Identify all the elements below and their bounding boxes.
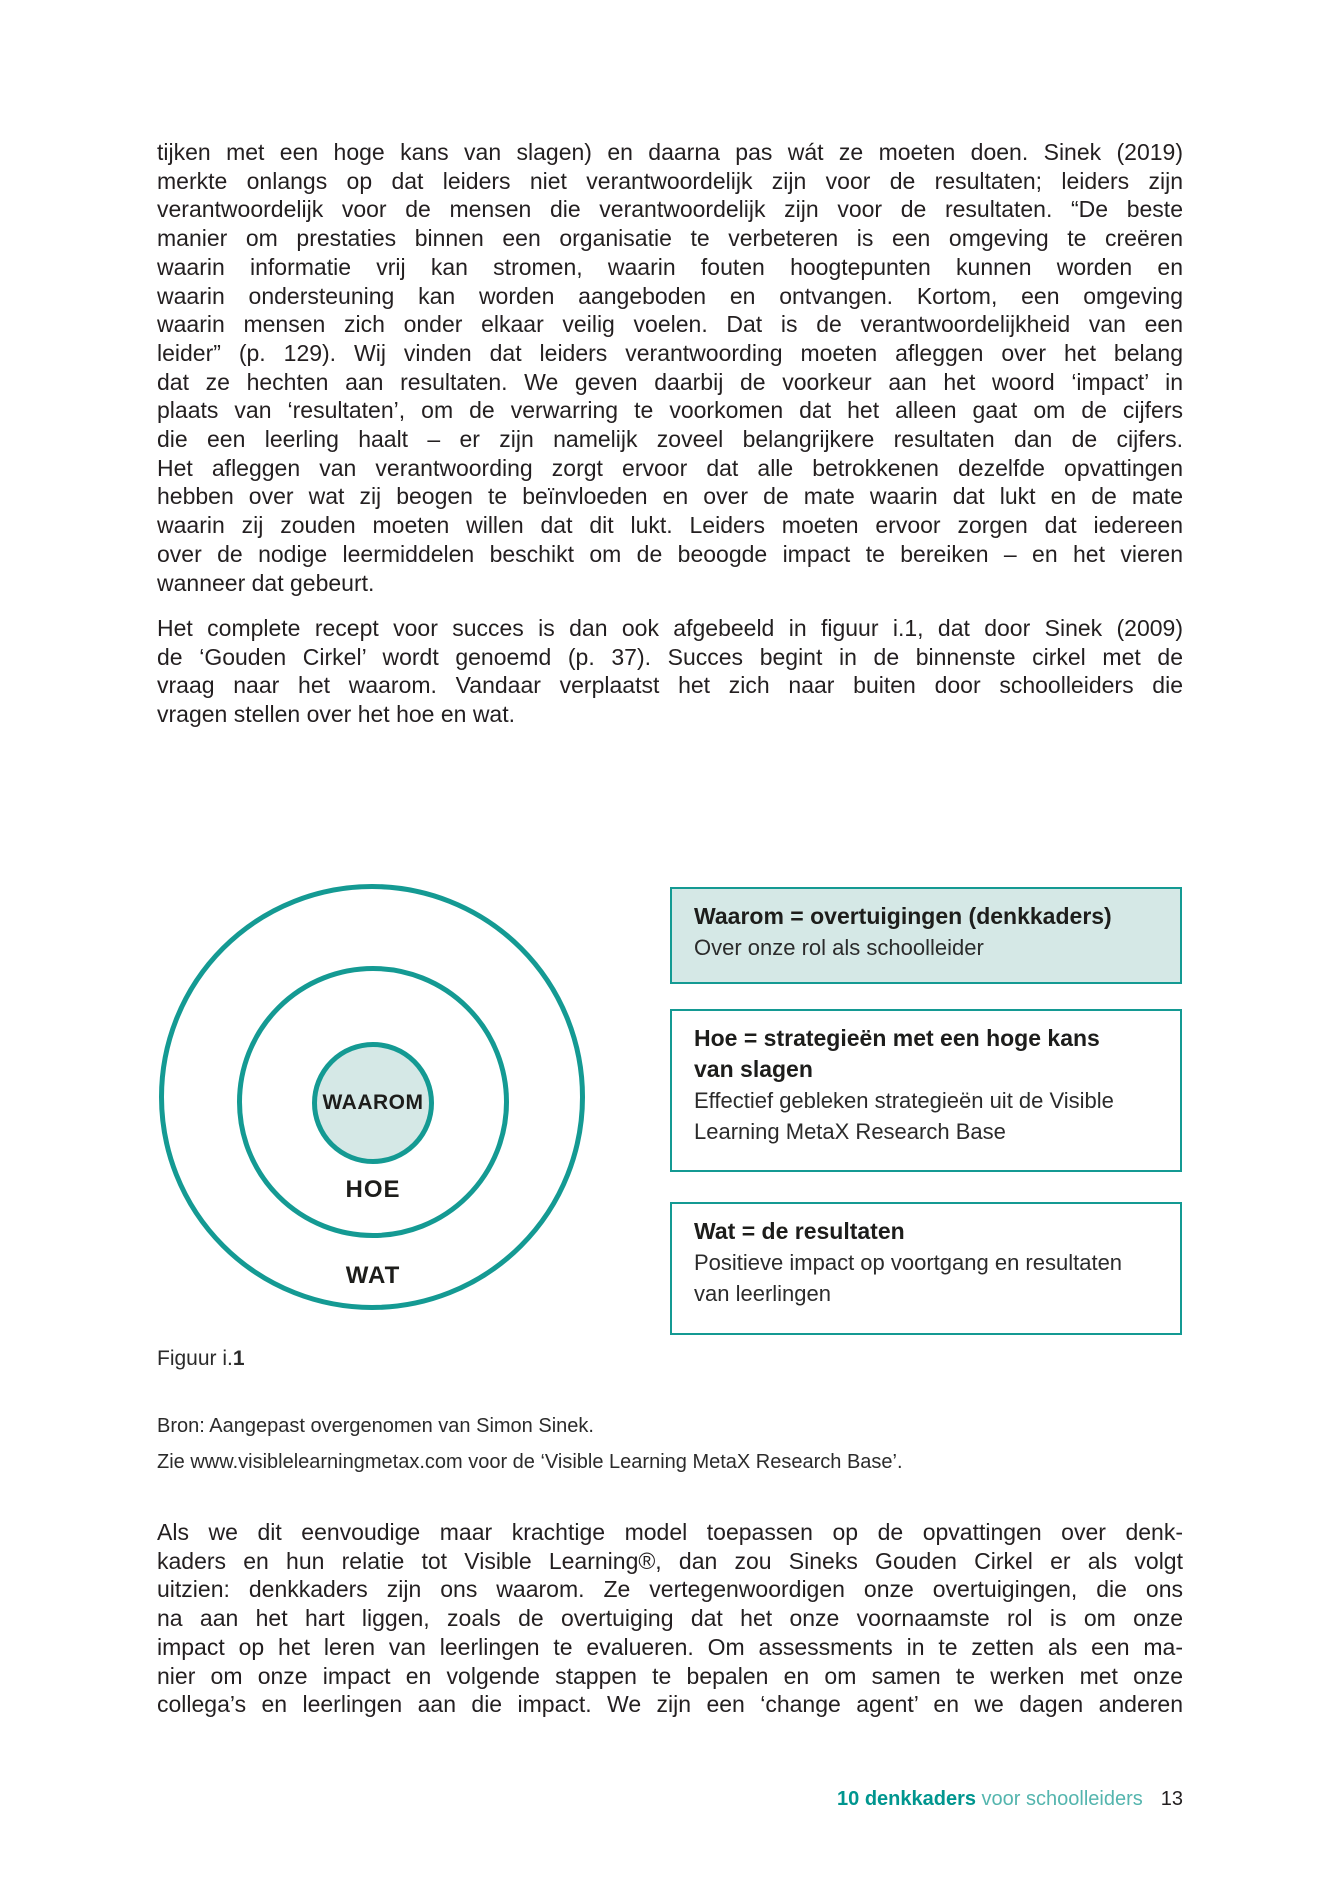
legend-box-hoe-title: Hoe = strategieën met een hoge kans van slagen <box>694 1025 1100 1082</box>
figure-caption-prefix: Figuur i. <box>157 1347 233 1370</box>
circle-label-wat: WAT <box>345 1262 401 1289</box>
legend-box-waarom <box>670 887 1182 984</box>
circle-label-waarom: WAAROM <box>322 1091 424 1114</box>
figure-caption <box>157 1347 245 1371</box>
footer-book-title-bold: 10 denkkaders <box>837 1788 976 1810</box>
legend-box-wat-body: Positieve impact op voortgang en resultaten van leerlingen <box>694 1250 1123 1306</box>
page-footer <box>837 1788 1183 1811</box>
figure-source-note: Bron: Aangepast overgenomen van Simon Sinek. Zie www.visiblelearningmetax.com voor de ‘Visible Learning MetaX Research Base’. <box>157 1415 903 1473</box>
footer-page-number: 13 <box>1160 1788 1183 1810</box>
legend-box-hoe-body: Effectief gebleken strategieën uit de Visible Learning MetaX Research Base <box>694 1088 1114 1144</box>
footer-book-title-light: voor schoolleiders <box>976 1788 1143 1810</box>
paragraph-golden-circle-intro: Het complete recept voor succes is dan ook afgebeeld in figuur i.1, dat door Sinek (2009) de ‘Gouden Cirkel’ wordt genoemd (p. 37). Succes begint in de binnenste cirkel met de vraag naar het waarom. Vandaar verplaatst het zich naar buiten door schoolleiders die vragen stellen over het hoe en wat. <box>157 615 1183 728</box>
figure-caption-number: 1 <box>232 1347 245 1370</box>
paragraph-accountability: tijken met een hoge kans van slagen) en daarna pas wát ze moeten doen. Sinek (2019) merkte onlangs op dat leiders niet verantwoordelijk zijn voor de resultaten; leiders zijn verantwoordelijk voor de mensen die verantwoordelijk zijn voor de resultaten. “De beste manier om prestaties binnen een organisatie te verbeteren is een omgeving te creëren waarin informatie vrij kan stromen, waarin fouten hoogtepunten kunnen worden en waarin ondersteuning kan worden aangeboden en ontvangen. Kortom, een omgeving waarin mensen zich onder elkaar veilig voelen. Dat is de verantwoordelijkheid van een leider” (p. 129). Wij vinden dat leiders verantwoording moeten afleggen over het belang dat ze hechten aan resultaten. We geven daarbij de voorkeur aan het woord ‘impact’ in plaats van ‘resultaten’, om de verwarring te voorkomen dat het alleen gaat om de cijfers die een leerling haalt – er zijn namelijk zoveel belangrijkere resultaten dan de cijfers. Het afleggen van verantwoording zorgt ervoor dat alle betrokkenen dezelfde opvattingen hebben over wat zij beogen te beïnvloeden en over de mate waarin dat lukt en de mate waarin zij zouden moeten willen dat dit lukt. Leiders moeten ervoor zorgen dat iedereen over de nodige leermiddelen beschikt om de beoogde impact te bereiken – en het vieren wanneer dat gebeurt. <box>157 139 1183 596</box>
circle-label-hoe: HOE <box>345 1176 401 1203</box>
paragraph-model-application: Als we dit eenvoudige maar krachtige model toepassen op de opvattingen over denk- kaders en hun relatie tot Visible Learning®, dan zou Sineks Gouden Cirkel er als volgt uitzien: denkkaders zijn ons waarom. Ze vertegenwoordigen onze overtuigingen, die ons na aan het hart liggen, zoals de overtuiging dat het onze voornaamste rol is om onze impact op het leren van leerlingen te evalueren. Om assessments in te zetten als een ma- nier om onze impact en volgende stappen te bepalen en om samen te werken met onze collega’s en leerlingen aan die impact. We zijn een ‘change agent’ en we dagen anderen <box>157 1519 1183 1718</box>
legend-box-wat-title: Wat = de resultaten <box>694 1218 905 1244</box>
legend-box-wat <box>670 1202 1182 1335</box>
legend-box-waarom-title: Waarom = overtuigingen (denkkaders) <box>694 903 1112 929</box>
legend-box-hoe <box>670 1009 1182 1172</box>
legend-box-waarom-body: Over onze rol als schoolleider <box>694 935 984 960</box>
